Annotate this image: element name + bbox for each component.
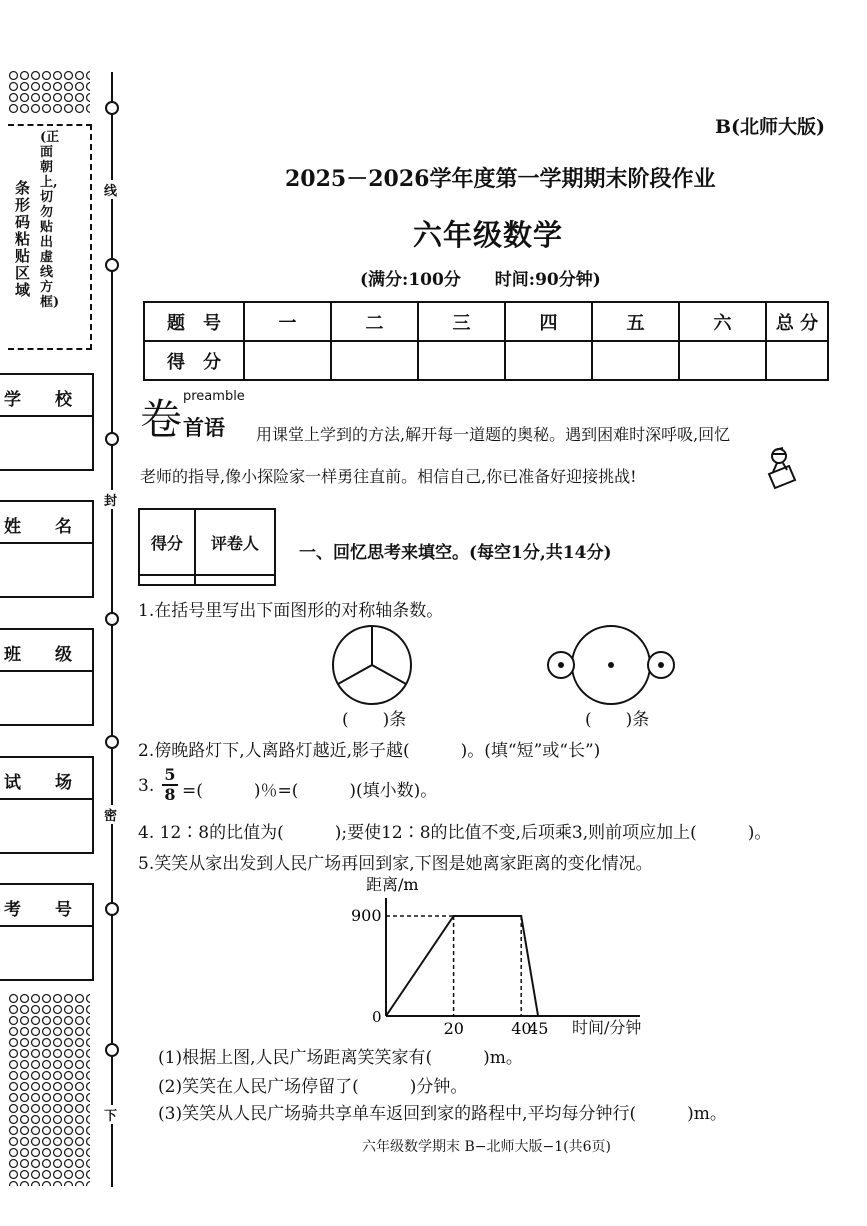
binding-hole [105, 258, 119, 272]
preamble-line-1: 用课堂上学到的方法,解开每一道题的奥秘。遇到困难时深呼吸,回忆 [256, 425, 731, 444]
score-header-cell: 题 号 [144, 302, 244, 341]
x-tick-label: 20 [443, 1019, 464, 1036]
question-1: 1.在括号里写出下面图形的对称轴条数。 [138, 601, 444, 621]
score-row-label: 得 分 [144, 341, 244, 380]
score-header-cell: 五 [592, 302, 679, 341]
cut-mark-secret: 密 [104, 805, 117, 824]
barcode-title: 条形码粘贴区域 [15, 179, 31, 299]
score-cell[interactable] [505, 341, 592, 380]
dot-pattern-bottom [8, 993, 90, 1186]
question-1b-answer-blank[interactable]: ( )条 [585, 710, 650, 730]
score-table [143, 301, 829, 381]
y-axis-label: 距离/m [366, 875, 419, 894]
cut-mark-seal: 封 [104, 490, 117, 509]
class-label: 班 级 [4, 645, 72, 665]
x-tick-label: 45 [528, 1019, 549, 1036]
cut-mark-below: 下 [104, 1105, 117, 1124]
question-4: 4. 12∶8的比值为( );要使12∶8的比值不变,后项乘3,则前项应加上( )。 [138, 823, 772, 843]
score-cell[interactable] [679, 341, 766, 380]
preamble-tag: preamble [183, 389, 245, 404]
divider [0, 925, 92, 927]
score-cell[interactable] [766, 341, 828, 380]
divider [0, 670, 92, 672]
question-5-3: (3)笑笑从人民广场骑共享单车返回到家的路程中,平均每分钟行( )m。 [158, 1104, 727, 1124]
score-header-cell: 三 [418, 302, 505, 341]
grader-name-label: 评卷人 [195, 509, 275, 575]
x-axis-label: 时间/分钟 [572, 1018, 642, 1037]
grader-score-label: 得分 [139, 509, 195, 575]
divider [0, 415, 92, 417]
grader-score-cell[interactable] [139, 575, 195, 585]
kid-writing-icon [755, 444, 800, 494]
score-header-cell: 总 分 [766, 302, 828, 341]
exam-number-label: 考 号 [4, 900, 72, 920]
grader-name-cell[interactable] [195, 575, 275, 585]
binding-hole [105, 902, 119, 916]
preamble-line-2: 老师的指导,像小探险家一样勇往直前。相信自己,你已准备好迎接挑战! [140, 467, 637, 486]
binding-hole [105, 735, 119, 749]
grader-table [138, 508, 276, 586]
cut-mark-line: 线 [104, 180, 117, 199]
binding-hole [105, 432, 119, 446]
question-5: 5.笑笑从家出发到人民广场再回到家,下图是她离家距离的变化情况。 [138, 854, 653, 874]
question-5-1: (1)根据上图,人民广场距离笑笑家有( )m。 [158, 1048, 523, 1068]
question-3-number: 3. [138, 776, 155, 796]
subject-title: 六年级数学 [413, 218, 564, 252]
score-cell[interactable] [331, 341, 418, 380]
question-3: =( )％=( )(填小数)。 [182, 781, 438, 801]
score-cell[interactable] [418, 341, 505, 380]
divider [0, 542, 92, 544]
room-label: 试 场 [4, 773, 72, 793]
school-label: 学 校 [4, 390, 72, 410]
fraction-denominator: 8 [164, 785, 176, 804]
edition-label: B(北师大版) [715, 116, 826, 138]
origin-label: 0 [372, 1008, 382, 1026]
barcode-note: (正面朝上,切勿贴出虚线方框) [40, 130, 60, 310]
name-label: 姓 名 [4, 517, 72, 537]
exam-info: (满分:100分 时间:90分钟) [360, 270, 601, 290]
preamble-heading-big: 卷 [140, 395, 183, 444]
binding-hole [105, 101, 119, 115]
score-cell[interactable] [592, 341, 679, 380]
circle-divided-three-figure [330, 623, 414, 707]
question-1a-answer-blank[interactable]: ( )条 [342, 710, 407, 730]
score-header-cell: 六 [679, 302, 766, 341]
series-line [386, 916, 538, 1016]
score-header-cell: 一 [244, 302, 331, 341]
x-tick-label: 40 [511, 1019, 532, 1036]
section1-title: 一、回忆思考来填空。(每空1分,共14分) [299, 543, 612, 563]
divider [0, 798, 92, 800]
score-header-cell: 四 [505, 302, 592, 341]
score-header-cell: 二 [331, 302, 418, 341]
page-footer: 六年级数学期末 B−北师大版−1(共6页) [362, 1139, 611, 1155]
question-2: 2.傍晚路灯下,人离路灯越近,影子越( )。(填“短”或“长”) [138, 741, 601, 761]
fraction [162, 766, 178, 804]
circle-with-ears-figure [543, 624, 679, 706]
binding-hole [105, 1043, 119, 1057]
question-5-2: (2)笑笑在人民广场停留了( )分钟。 [158, 1077, 468, 1097]
y-tick-label: 900 [351, 906, 382, 925]
exam-title: 2025－2026学年度第一学期期末阶段作业 [285, 166, 716, 192]
dot-pattern-top [8, 70, 90, 115]
preamble-heading-small: 首语 [183, 415, 225, 440]
binding-line [111, 72, 113, 1187]
distance-time-chart [340, 870, 670, 1036]
binding-hole [105, 612, 119, 626]
fraction-numerator: 5 [162, 766, 178, 786]
score-cell[interactable] [244, 341, 331, 380]
